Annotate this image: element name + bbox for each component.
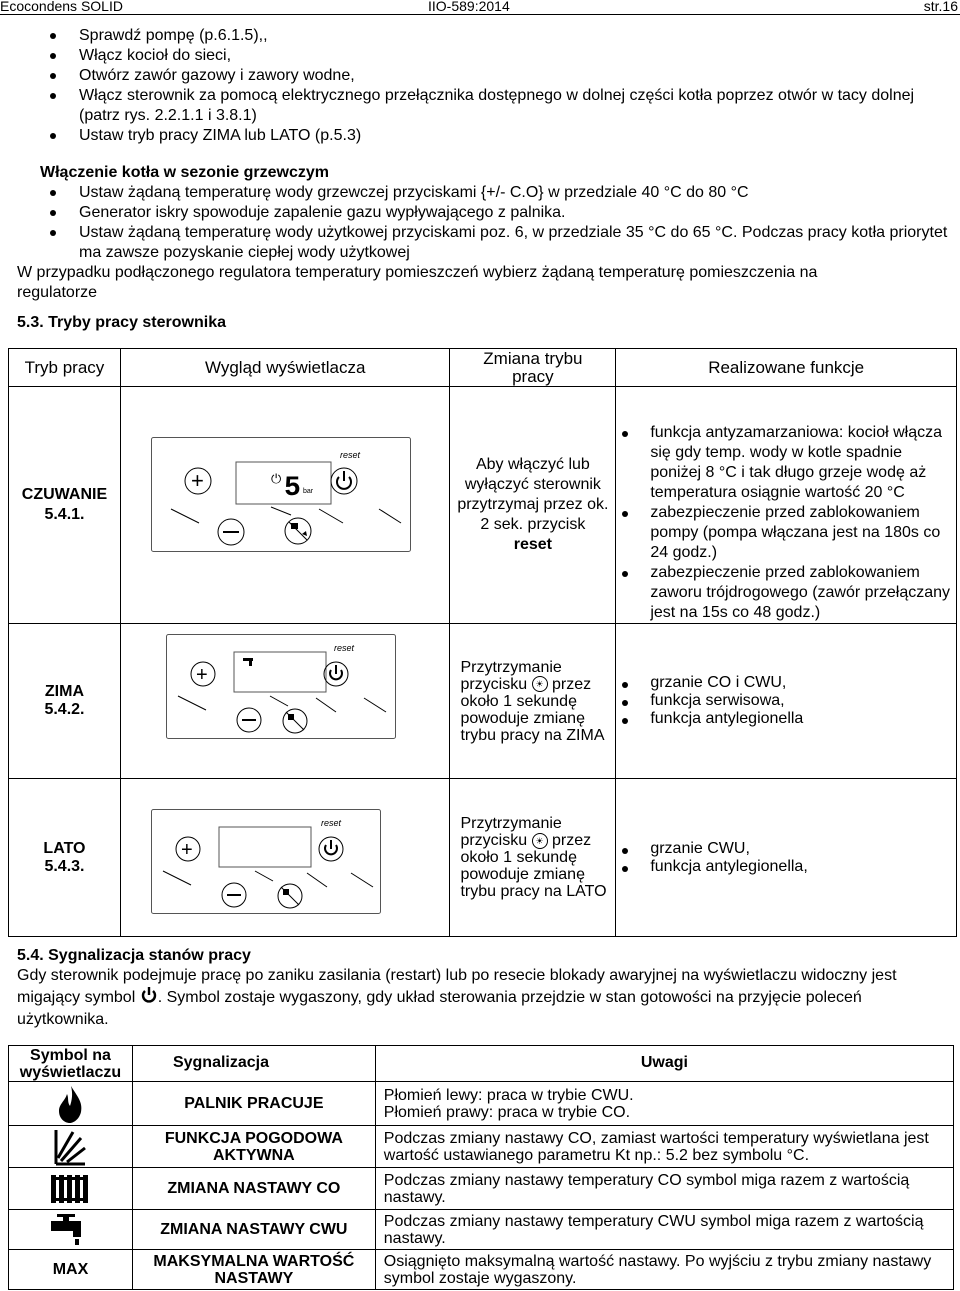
- page-header: [0, 0, 960, 15]
- change-cell: [450, 387, 616, 624]
- reset-text: reset: [513, 536, 552, 553]
- list-item: Ustaw tryb pracy ZIMA lub LATO (p.5.3): [0, 126, 960, 146]
- table-row: [9, 624, 957, 779]
- season-section: [0, 163, 960, 303]
- doc-title: Ecocondens SOLID: [0, 0, 123, 14]
- doc-code: IIO-589:2014: [428, 0, 510, 14]
- mode-code: 5.4.1.: [44, 506, 85, 523]
- section-heading: 5.3. Tryby pracy sterownika: [17, 314, 226, 331]
- change-text: Przytrzymanie przycisku: [460, 815, 562, 849]
- signal-cell: ZMIANA NASTAWY CO: [132, 1168, 375, 1210]
- signal-paragraph: [17, 966, 947, 1030]
- list-item: Ustaw żądaną temperaturę wody grzewczej przyciskami {+/- C.O} w przedziale 40 °C do 80 °C: [0, 183, 960, 203]
- note-cell: Osiągnięto maksymalną wartość nastawy. Po wyjściu z trybu zmiany nastawy symbol zostaje wygaszony.: [375, 1250, 953, 1290]
- mode-code: 5.4.2.: [44, 701, 85, 718]
- weather-curve-icon: [9, 1126, 133, 1168]
- list-item: funkcja antylegionella: [616, 710, 956, 728]
- signal-cell: FUNKCJA POGODOWA AKTYWNA: [132, 1126, 375, 1168]
- change-text: Aby włączyć lub wyłączyć sterownik przytrzymaj przez ok. 2 sek. przycisk: [457, 456, 609, 533]
- change-cell: [450, 624, 616, 779]
- note-cell: Płomień lewy: praca w trybie CWU. Płomień prawy: praca w trybie CO.: [375, 1082, 953, 1126]
- note-cell: Podczas zmiany nastawy temperatury CO symbol miga razem z wartością nastawy.: [375, 1168, 953, 1210]
- change-text: przez około 1 sekundę powoduje zmianę trybu pracy na LATO: [460, 832, 607, 900]
- change-cell: [450, 779, 616, 937]
- signal-cell: ZMIANA NASTAWY CWU: [132, 1210, 375, 1250]
- section-heading: Włączenie kotła w sezonie grzewczym: [40, 164, 329, 181]
- table-row: [9, 779, 957, 937]
- functions-cell: [616, 779, 957, 937]
- column-header: Realizowane funkcje: [616, 349, 957, 387]
- paragraph-text: . Symbol zostaje wygaszony, gdy układ sterowania przejdzie w stan gotowości na przyjęcie poleceń użytkownika.: [17, 989, 862, 1028]
- list-item: funkcja antyzamarzaniowa: kocioł włącza się gdy temp. wody w kotle spadnie poniżej 8 °C i tak długo grzeje wodę aż temperatura osiągnie wartość 20 °C: [616, 423, 952, 503]
- column-header: Symbol na wyświetlaczu: [9, 1046, 133, 1082]
- column-header: Wygląd wyświetlacza: [120, 349, 450, 387]
- tap-icon: [9, 1210, 133, 1250]
- table-row: [9, 1082, 954, 1126]
- reset-label: reset: [339, 450, 360, 460]
- list-item: zabezpieczenie przed zablokowaniem pompy (pompa włączana jest na 180s co 24 godz.): [616, 503, 952, 563]
- column-header: Tryb pracy: [9, 349, 121, 387]
- display-cell: [120, 624, 450, 779]
- mode-cell: [9, 387, 121, 624]
- list-item: grzanie CWU,: [616, 840, 956, 858]
- table-row: [9, 387, 957, 624]
- list-item: Sprawdź pompę (p.6.1.5),,: [0, 26, 960, 46]
- mode-name: CZUWANIE: [21, 486, 108, 503]
- column-header: Zmiana trybu pracy: [450, 349, 616, 387]
- functions-cell: [616, 387, 957, 624]
- list-item: Ustaw żądaną temperaturę wody użytkowej przyciskami poz. 6, w przedziale 35 °C do 65 °C. Podczas pracy kotła priorytet ma zawsze pozyskanie ciepłej wody użytkowej: [0, 223, 960, 263]
- reset-label: reset: [320, 818, 341, 828]
- display-digit: 5: [283, 473, 301, 504]
- intro-list: [0, 26, 960, 146]
- section-heading: 5.4. Sygnalizacja stanów pracy: [17, 947, 251, 964]
- functions-cell: [616, 624, 957, 779]
- signal-cell: PALNIK PRACUJE: [132, 1082, 375, 1126]
- table-row: [9, 1210, 954, 1250]
- list-item: Włącz sterownik za pomocą elektrycznego przełącznika dostępnego w dolnej części kotła poprzez otwór w tacy dolnej (patrz rys. 2.2.1.1 i 3.8.1): [0, 86, 960, 126]
- control-panel-diagram: [151, 437, 411, 552]
- display-cell: [120, 387, 450, 624]
- mode-code: 5.4.3.: [44, 857, 85, 875]
- svg-text:⏻: ⏻: [270, 472, 282, 487]
- flame-icon: [9, 1082, 133, 1126]
- table-row: [9, 1126, 954, 1168]
- regulator-note: W przypadku podłączonego regulatora temperatury pomieszczeń wybierz żądaną temperaturę pomieszczenia na regulatorze: [17, 264, 818, 301]
- plus-label: +: [195, 664, 208, 686]
- power-icon: [140, 986, 158, 1010]
- control-panel-diagram: [151, 809, 381, 914]
- paragraph-text: Gdy sterownik podejmuje pracę po zaniku zasilania (restart) lub po resecie blokady awaryjnej na wyświetlaczu widoczny jest migający symbol: [17, 967, 897, 1007]
- mode-switch-icon: ☀: [532, 833, 548, 849]
- signal-cell: MAKSYMALNA WARTOŚĆ NASTAWY: [132, 1250, 375, 1290]
- plus-label: +: [190, 468, 204, 493]
- mode-cell: [9, 779, 121, 937]
- change-text: Przytrzymanie przycisku: [460, 658, 562, 693]
- list-item: grzanie CO i CWU,: [616, 674, 956, 692]
- list-item: zabezpieczenie przed zablokowaniem zaworu trójdrogowego (zawór przełączany jest na 15s co 48 godz.): [616, 563, 952, 623]
- mode-name: ZIMA: [44, 683, 85, 700]
- display-unit: bar: [302, 488, 314, 495]
- signal-section: [17, 946, 947, 1030]
- radiator-icon: [9, 1168, 133, 1210]
- page-number: str.16: [923, 0, 958, 14]
- change-text: przez około 1 sekundę powoduje zmianę trybu pracy na ZIMA: [460, 675, 605, 744]
- list-item: Generator iskry spowoduje zapalenie gazu wypływającego z palnika.: [0, 203, 960, 223]
- table-row: [9, 1168, 954, 1210]
- modes-table: [8, 348, 957, 937]
- column-header: Uwagi: [375, 1046, 953, 1082]
- max-symbol: MAX: [9, 1250, 133, 1290]
- list-item: Włącz kocioł do sieci,: [0, 46, 960, 66]
- table-row: [9, 1250, 954, 1290]
- mode-switch-icon: ☀: [532, 676, 548, 692]
- display-cell: [120, 779, 450, 937]
- control-panel-diagram: [166, 634, 396, 739]
- list-item: funkcja serwisowa,: [616, 692, 956, 710]
- reset-label: reset: [333, 643, 354, 653]
- mode-name: LATO: [43, 839, 86, 857]
- list-item: funkcja antylegionella,: [616, 858, 956, 876]
- list-item: Otwórz zawór gazowy i zawory wodne,: [0, 66, 960, 86]
- plus-label: +: [180, 839, 193, 861]
- note-cell: Podczas zmiany nastawy temperatury CWU symbol miga razem z wartością nastawy.: [375, 1210, 953, 1250]
- column-header: Sygnalizacja: [132, 1046, 375, 1082]
- symbol-table: [8, 1045, 954, 1290]
- mode-cell: [9, 624, 121, 779]
- note-cell: Podczas zmiany nastawy CO, zamiast wartości temperatury wyświetlana jest wartość ustawianego parametru Kt np.: 5.2 bez symbolu °C.: [375, 1126, 953, 1168]
